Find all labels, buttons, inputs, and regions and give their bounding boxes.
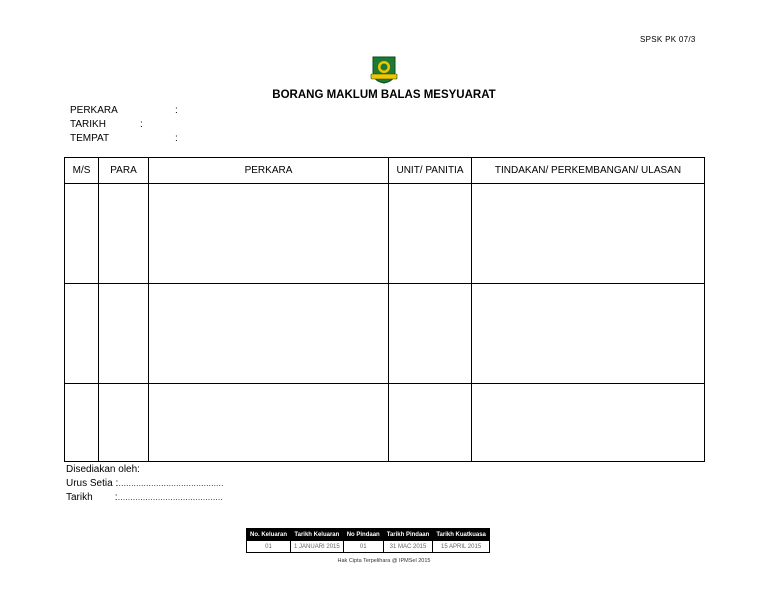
document-code: SPSK PK 07/3	[640, 35, 696, 44]
column-header-unit-panitia: UNIT/ PANITIA	[389, 158, 472, 184]
meta-colon: :	[175, 133, 178, 144]
revision-value: 01	[343, 541, 383, 553]
table-row	[65, 284, 705, 384]
table-cell[interactable]	[472, 384, 705, 462]
date-fill-line[interactable]: ……………………………………	[117, 493, 223, 502]
school-crest-logo	[369, 55, 399, 85]
revision-header: No. Keluaran	[247, 529, 291, 541]
secretary-fill-line[interactable]: ……………………………………	[118, 479, 224, 488]
column-header-ms: M/S	[65, 158, 99, 184]
column-header-perkara: PERKARA	[149, 158, 389, 184]
table-cell[interactable]	[389, 384, 472, 462]
meta-row-tempat	[70, 132, 178, 146]
secretary-line	[66, 477, 223, 491]
table-cell[interactable]	[149, 384, 389, 462]
meta-label: TEMPAT	[70, 133, 110, 144]
revision-value: 1 JANUARI 2015	[291, 541, 344, 553]
revision-table	[246, 528, 490, 553]
table-cell[interactable]	[99, 284, 149, 384]
column-header-tindakan: TINDAKAN/ PERKEMBANGAN/ ULASAN	[472, 158, 705, 184]
copyright-notice: Hak Cipta Terpelihara @ IPMSel 2015	[337, 558, 431, 564]
table-header-row	[65, 158, 705, 184]
revision-header: Tarikh Pindaan	[383, 529, 433, 541]
table-cell[interactable]	[472, 284, 705, 384]
revision-value-row	[247, 541, 490, 553]
table-cell[interactable]	[149, 184, 389, 284]
meta-row-tarikh	[70, 118, 143, 132]
table-cell[interactable]	[99, 384, 149, 462]
revision-header: Tarikh Keluaran	[291, 529, 344, 541]
revision-header: No Pindaan	[343, 529, 383, 541]
meta-colon: :	[175, 105, 178, 116]
table-row	[65, 184, 705, 284]
date-line	[66, 491, 223, 505]
table-cell[interactable]	[149, 284, 389, 384]
prepared-by-section	[66, 463, 223, 505]
prepared-by-heading: Disediakan oleh:	[66, 464, 140, 475]
table-cell[interactable]	[65, 284, 99, 384]
form-title: BORANG MAKLUM BALAS MESYUARAT	[272, 89, 496, 101]
revision-value: 31 MAC 2015	[383, 541, 433, 553]
meta-fields	[70, 104, 178, 146]
meta-label: PERKARA	[70, 105, 118, 116]
feedback-table	[64, 157, 705, 462]
table-cell[interactable]	[65, 384, 99, 462]
meta-colon: :	[140, 119, 143, 130]
table-cell[interactable]	[99, 184, 149, 284]
column-header-para: PARA	[99, 158, 149, 184]
date-colon: :	[114, 492, 118, 503]
revision-value: 01	[247, 541, 291, 553]
revision-header: Tarikh Kuatkuasa	[433, 529, 490, 541]
revision-header-row	[247, 529, 490, 541]
table-cell[interactable]	[472, 184, 705, 284]
table-cell[interactable]	[389, 184, 472, 284]
table-cell[interactable]	[65, 184, 99, 284]
table-row	[65, 384, 705, 462]
date-label: Tarikh	[66, 492, 93, 503]
meta-row-perkara	[70, 104, 178, 118]
meta-label: TARIKH	[70, 119, 106, 130]
table-cell[interactable]	[389, 284, 472, 384]
secretary-label: Urus Setia :	[66, 478, 119, 489]
revision-value: 15 APRIL 2015	[433, 541, 490, 553]
